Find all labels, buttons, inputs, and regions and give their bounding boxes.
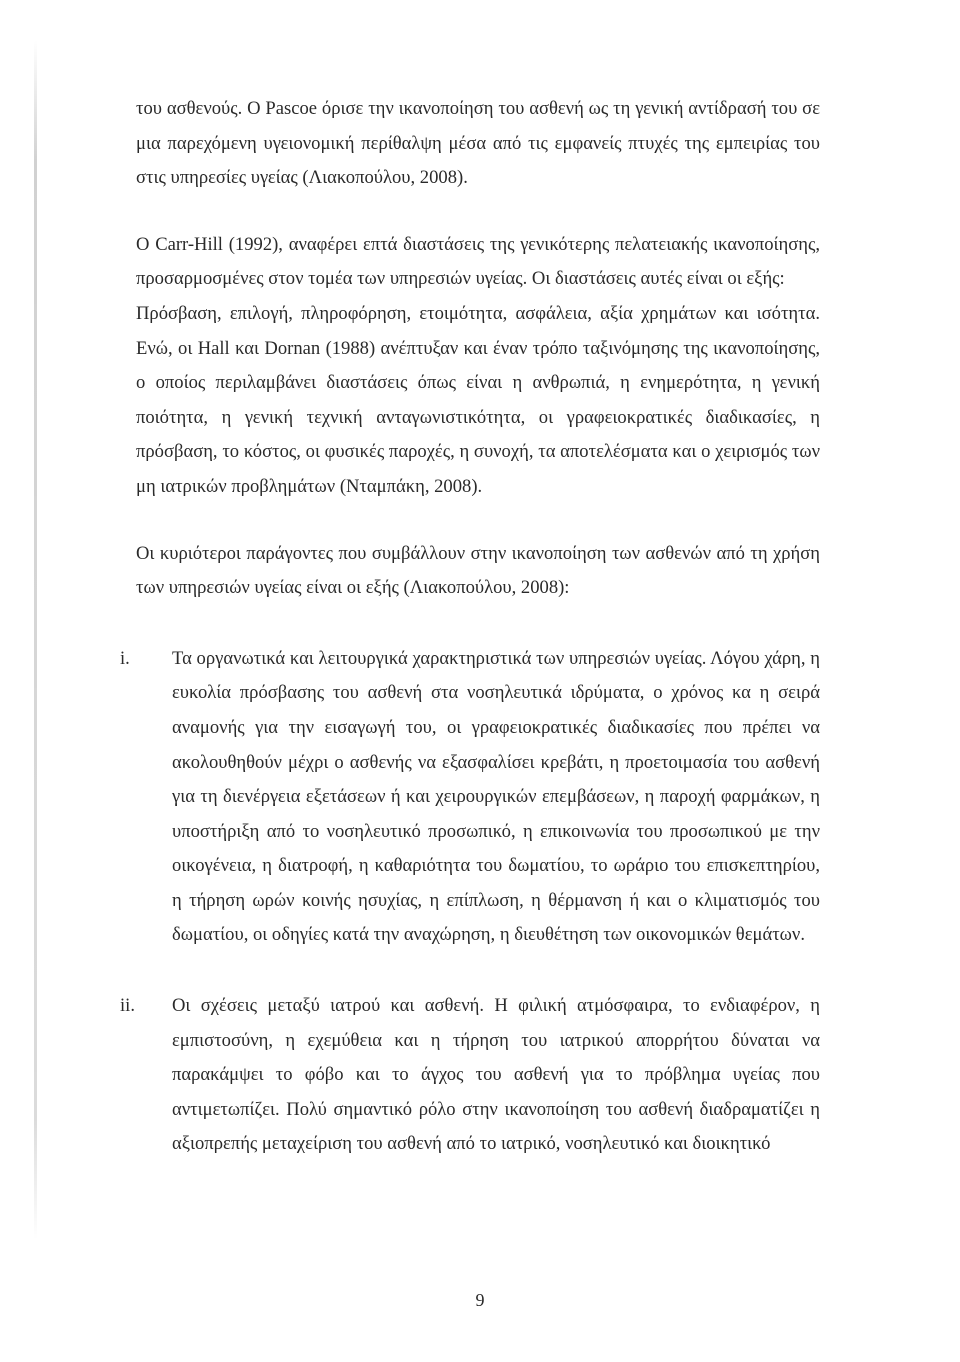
list-item-text: Τα οργανωτικά και λειτουργικά χαρακτηριστικά των υπηρεσιών υγείας. Λόγου χάρη, η ευκολία πρόσβασης του ασθενή στα νοσηλευτικά ιδρύματα, ο χρόνος κα η σειρά αναμονής για την εισαγωγή του, οι γραφειοκρατικές διαδικασίες που πρέπει να ακολουθηθούν μέχρι ο ασθενής να εξασφαλίσει κρεβάτι, η προετοιμασία του ασθενή για τη διενέργεια εξετάσεων ή και χειρουργικών επεμβάσεων, η παροχή φαρμάκων, η υποστήριξη από το νοσηλευτικό προσωπικό, η επικοινωνία του προσωπικού με την οικογένεια, η διατροφή, η καθαριότητα του δωματίου, το ωράριο του επισκεπτηρίου, η τήρηση ωρών κοινής ησυχίας, η επίπλωση, η θέρμανση ή και ο κλιματισμός του δωματίου, οι οδηγίες κατά την αναχώρηση, η διευθέτηση των οικονομικών θεμάτων. [172,647,820,946]
paragraph-spacer [136,196,820,228]
page-number: 9 [475,1290,485,1310]
document-page [120,92,820,1162]
list-item [120,642,820,953]
paragraph-spacer [136,606,820,642]
paragraph-3: Πρόσβαση, επιλογή, πληροφόρηση, ετοιμότητα, ασφάλεια, αξία χρημάτων και ισότητα. Ενώ, οι Hall και Dornan (1988) ανέπτυξαν και έναν τρόπο ταξινόμησης της ικανοποίησης, ο οποίος περιλαμβάνει διαστάσεις όπως είναι η ανθρωπιά, η ενημερότητα, η γενική ποιότητα, η γενική τεχνική ανταγωνιστικότητα, οι γραφειοκρατικές διαδικασίες, η πρόσβαση, το κόστος, οι φυσικές παροχές, η συνοχή, τα αποτελέσματα και ο χειρισμός των μη ιατρικών προβλημάτων (Νταμπάκη, 2008). [136,302,820,497]
paragraph-spacer [136,505,820,537]
list-marker: ii. [120,995,135,1017]
list-item-text: Οι σχέσεις μεταξύ ιατρού και ασθενή. Η φιλική ατμόσφαιρα, το ενδιαφέρον, η εμπιστοσύνη, η εχεμύθεια και η τήρηση του ιατρικού απορρήτου δύναται να παρακάμψει το φόβο και το άγχος του ασθενή για το πρόβλημα υγείας που αντιμετωπίζει. Πολύ σημαντικό ρόλο στην ικανοποίηση του ασθενή διαδραματίζει η αξιοπρεπής μεταχείριση του ασθενή από το ιατρικό, νοσηλευτικό και διοικητικό [172,995,820,1155]
paragraph-4: Οι κυριότεροι παράγοντες που συμβάλλουν στην ικανοποίηση των ασθενών από τη χρήση των υπηρεσιών υγείας είναι οι εξής (Λιακοπούλου, 2008): [136,542,820,599]
list-item [120,989,820,1162]
scan-shadow-edge [34,40,37,1240]
paragraph-1: του ασθενούς. Ο Pascoe όρισε την ικανοποίηση του ασθενή ως τη γενική αντίδρασή του σε μια παρεχόμενη υγειονομική περίθαλψη μέσα από τις εμφανείς πτυχές της εμπειρίας του στις υπηρεσίες υγείας (Λιακοπούλου, 2008). [136,98,820,189]
list-marker: i. [120,647,130,669]
paragraph-spacer [136,953,820,989]
paragraph-2: Ο Carr-Hill (1992), αναφέρει επτά διαστάσεις της γενικότερης πελατειακής ικανοποίησης, προσαρμοσμένες στον τομέα των υπηρεσιών υγείας. Οι διαστάσεις αυτές είναι οι εξής: [136,233,820,290]
